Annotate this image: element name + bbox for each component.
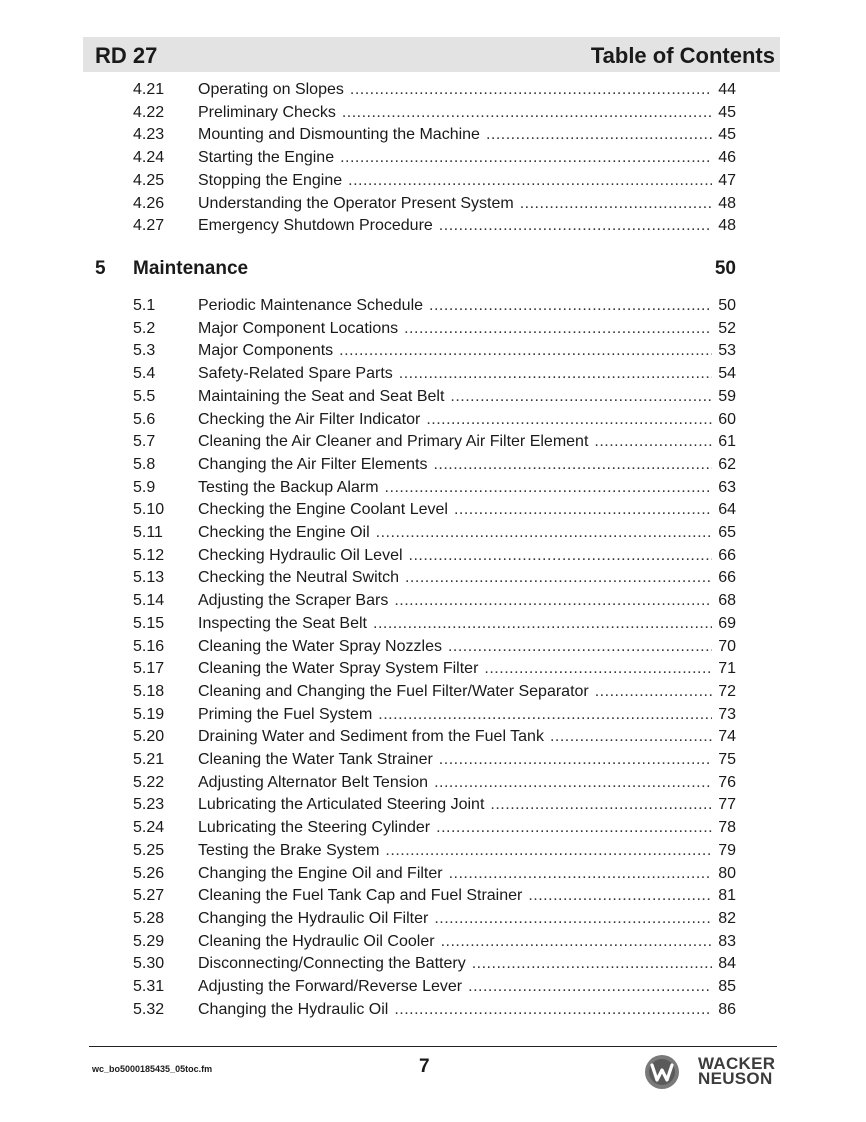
toc-entry-number: 4.21 (133, 81, 165, 98)
toc-entry-number: 5.31 (133, 978, 165, 995)
toc-entry-title: Major Component Locations (198, 319, 399, 337)
toc-entry-number: 5.14 (133, 592, 165, 610)
toc-entry-page: 71 (718, 660, 736, 678)
toc-entry-title: Inspecting the Seat Belt (198, 614, 367, 632)
toc-entry-page: 75 (718, 751, 736, 768)
wacker-neuson-w-logo-icon (644, 1054, 680, 1090)
toc-entry-number: 5.3 (133, 342, 156, 360)
toc-entry-title: Cleaning and Changing the Fuel Filter/Water Separator (198, 682, 589, 700)
toc-entry-title: Changing the Air Filter Elements (198, 455, 428, 473)
dot-leader (394, 590, 712, 612)
toc-entry-number: 4.22 (133, 103, 165, 121)
dot-leader (520, 193, 712, 215)
dot-leader (439, 215, 712, 237)
toc-entry-page: 68 (718, 592, 736, 610)
dot-leader (450, 386, 712, 408)
dot-leader (399, 363, 712, 385)
toc-entry[interactable] (133, 726, 736, 748)
toc-entry-page: 83 (718, 932, 736, 950)
dot-leader (449, 863, 712, 885)
dot-leader (409, 545, 712, 567)
toc-entry-number: 5.21 (133, 751, 165, 768)
toc-entry-number: 5.10 (133, 501, 165, 519)
dot-leader (433, 454, 712, 476)
toc-entry[interactable] (133, 749, 736, 771)
toc-entry[interactable] (133, 908, 736, 930)
toc-entry[interactable] (133, 124, 736, 146)
toc-entry[interactable] (133, 215, 736, 237)
toc-entry[interactable] (133, 170, 736, 192)
logo-line-2: NEUSON (698, 1069, 773, 1088)
toc-entry-page: 78 (718, 819, 736, 837)
dot-leader (486, 124, 712, 146)
dot-leader (394, 999, 712, 1021)
toc-entry-title: Cleaning the Water Tank Strainer (198, 751, 433, 768)
toc-entry-page: 84 (718, 955, 736, 973)
dot-leader (434, 908, 712, 930)
dot-leader (595, 681, 712, 703)
toc-entry-number: 4.24 (133, 149, 165, 167)
toc-entry-page: 53 (718, 342, 736, 360)
dot-leader (350, 79, 712, 101)
toc-entry-title: Cleaning the Hydraulic Oil Cooler (198, 932, 435, 950)
dot-leader (594, 431, 712, 453)
toc-entry[interactable] (133, 147, 736, 169)
toc-entry-page: 86 (718, 1000, 736, 1018)
toc-entry-page: 45 (718, 103, 736, 121)
toc-entry-page: 77 (718, 796, 736, 814)
toc-entry[interactable] (133, 431, 736, 453)
toc-entry-number: 5.12 (133, 546, 165, 564)
dot-leader (405, 567, 712, 589)
toc-entry-title: Major Components (198, 342, 334, 360)
toc-entry-title: Safety-Related Spare Parts (198, 365, 393, 383)
toc-entry-number: 4.26 (133, 194, 165, 212)
toc-entry[interactable] (133, 953, 736, 975)
dot-leader (490, 794, 712, 816)
toc-entry-title: Stopping the Engine (198, 171, 343, 189)
toc-entry[interactable] (133, 636, 736, 658)
toc-entry-number: 5.16 (133, 637, 165, 655)
toc-entry-number: 5.26 (133, 864, 165, 882)
toc-entry-page: 81 (718, 887, 736, 905)
dot-leader (426, 409, 712, 431)
dot-leader (373, 613, 712, 635)
toc-entry-page: 63 (718, 478, 736, 496)
toc-entry-page: 54 (718, 365, 736, 383)
page-header (83, 37, 780, 72)
toc-entry-page: 69 (718, 614, 736, 632)
toc-entry[interactable] (133, 499, 736, 521)
toc-entry-page: 82 (718, 909, 736, 927)
toc-entry-number: 5.18 (133, 682, 165, 700)
dot-leader (429, 295, 712, 317)
toc-entry[interactable] (133, 567, 736, 589)
toc-entry[interactable] (133, 295, 736, 317)
toc-entry-title: Testing the Brake System (198, 841, 380, 859)
toc-entry[interactable] (133, 79, 736, 101)
toc-entry[interactable] (133, 794, 736, 816)
toc-entry[interactable] (133, 931, 736, 953)
toc-entry-number: 5.11 (133, 524, 163, 541)
chapter-title: Maintenance (133, 258, 249, 279)
toc-entry[interactable] (133, 545, 736, 567)
dot-leader (340, 147, 712, 169)
toc-entry[interactable] (133, 193, 736, 215)
toc-entry[interactable] (133, 363, 736, 385)
toc-entry-number: 5.5 (133, 387, 156, 405)
chapter-heading-maintenance[interactable] (95, 256, 736, 282)
dot-leader (468, 976, 712, 998)
dot-leader (339, 340, 712, 362)
toc-entry-title: Preliminary Checks (198, 103, 336, 121)
toc-entry-title: Maintaining the Seat and Seat Belt (198, 387, 445, 405)
toc-entry-number: 5.9 (133, 478, 156, 496)
toc-entry-page: 66 (718, 569, 736, 587)
toc-entry-page: 48 (718, 217, 736, 235)
toc-entry[interactable] (133, 477, 736, 499)
brand-logo-text (698, 1056, 775, 1086)
toc-entry-number: 5.20 (133, 728, 165, 746)
toc-entry-title: Adjusting Alternator Belt Tension (198, 773, 429, 791)
toc-entry[interactable] (133, 454, 736, 476)
toc-entry-page: 60 (718, 410, 736, 428)
toc-entry-page: 73 (718, 705, 736, 723)
toc-entry-number: 5.22 (133, 773, 165, 791)
toc-entry-number: 4.23 (133, 126, 165, 144)
toc-entry-title: Periodic Maintenance Schedule (198, 297, 424, 314)
dot-leader (472, 953, 712, 975)
toc-entry[interactable] (133, 704, 736, 726)
dot-leader (484, 658, 712, 680)
dot-leader (385, 840, 712, 862)
toc-entry-number: 5.17 (133, 660, 165, 678)
toc-entry-title: Cleaning the Water Spray System Filter (198, 660, 479, 678)
toc-entry-page: 72 (718, 682, 736, 700)
toc-entry[interactable] (133, 840, 736, 862)
toc-entry-title: Adjusting the Forward/Reverse Lever (198, 978, 463, 995)
toc-entry-page: 85 (718, 978, 736, 995)
toc-entry[interactable] (133, 613, 736, 635)
toc-entry[interactable] (133, 999, 736, 1021)
toc-entry-page: 79 (718, 841, 736, 859)
toc-entry-number: 5.24 (133, 819, 165, 837)
toc-entry-title: Checking the Engine Coolant Level (198, 501, 448, 519)
dot-leader (439, 749, 712, 771)
toc-entry[interactable] (133, 976, 736, 998)
dot-leader (550, 726, 712, 748)
toc-entry-number: 5.1 (133, 297, 156, 314)
header-title: Table of Contents (590, 43, 775, 68)
toc-entry-number: 5.23 (133, 796, 165, 814)
toc-entry-title: Cleaning the Fuel Tank Cap and Fuel Strainer (198, 887, 523, 905)
dot-leader (385, 477, 712, 499)
toc-entry[interactable] (133, 863, 736, 885)
toc-entry[interactable] (133, 590, 736, 612)
toc-entry-page: 74 (718, 728, 736, 746)
toc-entry[interactable] (133, 681, 736, 703)
toc-entry[interactable] (133, 386, 736, 408)
dot-leader (436, 817, 712, 839)
toc-entry-page: 50 (718, 297, 736, 314)
toc-entry-number: 5.27 (133, 887, 165, 905)
toc-entry-number: 5.15 (133, 614, 165, 632)
dot-leader (404, 318, 712, 340)
toc-entry-page: 62 (718, 455, 736, 473)
toc-entry[interactable] (133, 772, 736, 794)
toc-entry-title: Starting the Engine (198, 149, 335, 167)
toc-entry-number: 5.28 (133, 909, 165, 927)
toc-entry[interactable] (133, 340, 736, 362)
toc-entry-title: Changing the Hydraulic Oil Filter (198, 909, 429, 927)
toc-entry[interactable] (133, 318, 736, 340)
toc-entry-title: Checking the Neutral Switch (198, 569, 399, 587)
dot-leader (441, 931, 712, 953)
toc-entry-page: 70 (718, 637, 736, 655)
chapter-page: 50 (714, 258, 736, 279)
toc-entry-title: Changing the Engine Oil and Filter (198, 864, 443, 882)
toc-entry[interactable] (133, 102, 736, 124)
toc-entry-title: Adjusting the Scraper Bars (198, 592, 389, 610)
toc-entry-title: Operating on Slopes (198, 81, 344, 98)
toc-entry-page: 76 (718, 773, 736, 791)
footer-filename: wc_bo5000185435_05toc.fm (92, 1064, 213, 1074)
toc-entry-page: 59 (718, 387, 736, 405)
toc-entry-page: 46 (718, 149, 736, 167)
dot-leader (528, 885, 712, 907)
toc-entry-page: 61 (718, 433, 736, 451)
dot-leader (376, 522, 712, 544)
toc-entry-title: Understanding the Operator Present System (198, 194, 514, 212)
toc-entry[interactable] (133, 658, 736, 680)
toc-entry-number: 5.2 (133, 319, 156, 337)
dot-leader (342, 102, 712, 124)
model-name: RD 27 (95, 43, 158, 68)
toc-entry-title: Lubricating the Articulated Steering Joint (198, 796, 485, 814)
footer-divider (89, 1046, 777, 1047)
toc-entry-title: Priming the Fuel System (198, 705, 373, 723)
toc-entry-title: Emergency Shutdown Procedure (198, 217, 433, 235)
toc-entry-page: 80 (718, 864, 736, 882)
toc-entry-number: 5.7 (133, 433, 156, 451)
dot-leader (454, 499, 712, 521)
toc-entry-page: 45 (718, 126, 736, 144)
chapter-number: 5 (95, 258, 106, 279)
toc-entry-number: 4.25 (133, 171, 165, 189)
toc-entry-number: 5.30 (133, 955, 165, 973)
toc-entry[interactable] (133, 409, 736, 431)
toc-entry-title: Mounting and Dismounting the Machine (198, 126, 480, 144)
toc-entry-number: 5.29 (133, 932, 165, 950)
toc-entry[interactable] (133, 885, 736, 907)
toc-entry-number: 5.25 (133, 841, 165, 859)
footer-page-number: 7 (419, 1056, 430, 1077)
toc-entry[interactable] (133, 522, 736, 544)
toc-entry-number: 5.6 (133, 410, 156, 428)
toc-entry-title: Draining Water and Sediment from the Fuel Tank (198, 728, 544, 746)
toc-entry-title: Checking Hydraulic Oil Level (198, 546, 403, 564)
toc-entry-title: Checking the Engine Oil (198, 524, 370, 541)
toc-entry-title: Cleaning the Air Cleaner and Primary Air Filter Element (198, 433, 589, 451)
toc-entry-title: Lubricating the Steering Cylinder (198, 819, 431, 837)
dot-leader (348, 170, 712, 192)
toc-entry-number: 5.4 (133, 365, 156, 383)
toc-entry-page: 66 (718, 546, 736, 564)
toc-entry-page: 44 (718, 81, 736, 98)
toc-entry-title: Checking the Air Filter Indicator (198, 410, 421, 428)
dot-leader (378, 704, 712, 726)
toc-entry-number: 4.27 (133, 217, 165, 235)
dot-leader (448, 636, 712, 658)
toc-entry-title: Testing the Backup Alarm (198, 478, 379, 496)
toc-entry-number: 5.32 (133, 1000, 165, 1018)
toc-entry-page: 52 (718, 319, 736, 337)
toc-entry-title: Cleaning the Water Spray Nozzles (198, 637, 442, 655)
toc-entry[interactable] (133, 817, 736, 839)
toc-entry-title: Disconnecting/Connecting the Battery (198, 955, 466, 973)
logo-line-1: WACKER (698, 1054, 776, 1073)
toc-entry-page: 65 (718, 524, 736, 541)
dot-leader (434, 772, 712, 794)
toc-entry-number: 5.8 (133, 455, 156, 473)
toc-entry-page: 47 (718, 171, 736, 189)
toc-entry-number: 5.13 (133, 569, 165, 587)
toc-entry-title: Changing the Hydraulic Oil (198, 1000, 389, 1018)
toc-entry-number: 5.19 (133, 705, 165, 723)
toc-entry-page: 48 (718, 194, 736, 212)
toc-entry-page: 64 (718, 501, 736, 519)
